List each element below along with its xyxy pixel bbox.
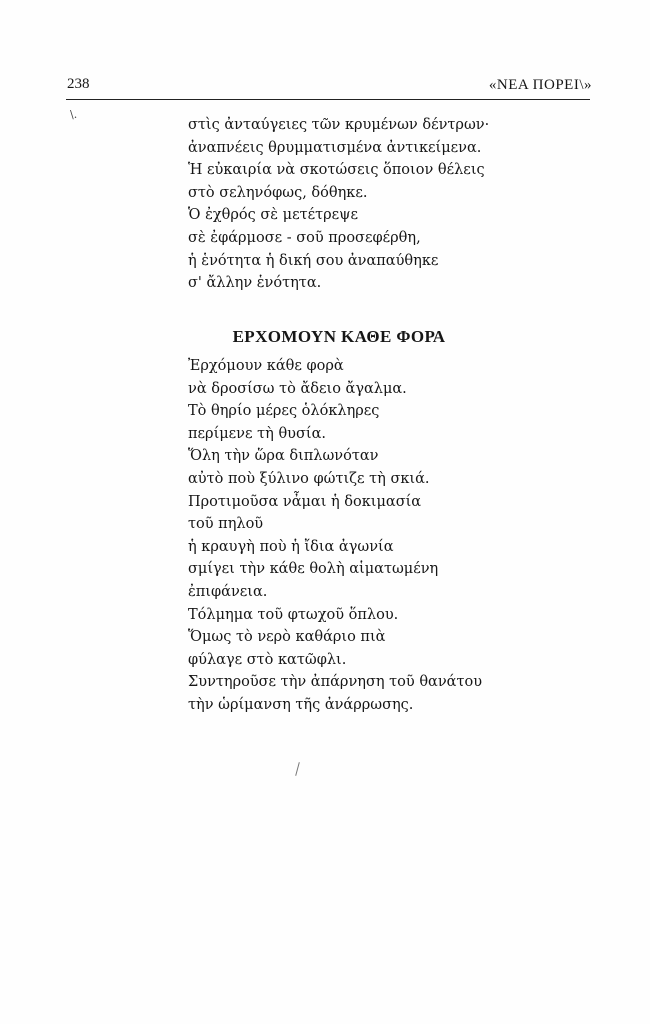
- poem-line: Προτιμοῦσα νἆμαι ἡ δοκιμασία: [188, 493, 422, 510]
- poem-line: ἡ κραυγὴ ποὺ ἡ ἴδια ἀγωνία: [188, 538, 394, 555]
- poem-line: Τόλμημα τοῦ φτωχοῦ ὅπλου.: [188, 606, 399, 623]
- poem-body: [188, 355, 482, 717]
- poem-line: ἐπιφάνεια.: [188, 583, 268, 600]
- poem-line: αὐτὸ ποὺ ξύλινο φώτιζε τὴ σκιά.: [188, 470, 430, 487]
- poem-line: Ὅλη τὴν ὥρα διπλωνόταν: [188, 448, 379, 465]
- poem-line: στὸ σεληνόφως, δόθηκε.: [188, 184, 368, 201]
- poem-line: Συντηροῦσε τὴν ἀπάρνηση τοῦ θανάτου: [188, 674, 483, 691]
- poem-line: τοῦ πηλοῦ: [188, 516, 264, 533]
- poem-line: στὶς ἀνταύγειες τῶν κρυμένων δέντρων·: [188, 117, 490, 133]
- poem-line: Ὁ ἐχθρός σὲ μετέτρεψε: [188, 207, 359, 224]
- poem-line: τὴν ὡρίμανση τῆς ἀνάρρωσης.: [188, 696, 414, 713]
- poem-line: Ἐρχόμουν κάθε φορὰ: [188, 358, 344, 374]
- poem-line: Ἡ εὐκαιρία νὰ σκοτώσεις ὅποιον θέλεις: [188, 162, 485, 179]
- poem-line: φύλαγε στὸ κατῶφλι.: [188, 651, 347, 668]
- poem-line: σμίγει τὴν κάθε θολὴ αἱματωμένη: [188, 561, 439, 578]
- poem-line: νὰ δροσίσω τὸ ἄδειο ἄγαλμα.: [188, 380, 407, 397]
- poem-title: ΕΡΧΟΜΟΥΝ ΚΑΘΕ ΦΟΡΑ: [232, 327, 446, 346]
- stray-pen-mark: [295, 762, 300, 776]
- poem-line: ἡ ἑνότητα ἡ δική σου ἀναπαύθηκε: [188, 252, 439, 269]
- running-head: «ΝΕΑ ΠΟΡΕΙ\»: [488, 77, 592, 93]
- poem-line: σ' ἄλλην ἑνότητα.: [188, 275, 322, 292]
- poem-continuation: [188, 114, 489, 295]
- poem-line: Τὸ θηρίο μέρες ὁλόκληρες: [188, 403, 380, 420]
- poem-line: περίμενε τὴ θυσία.: [188, 425, 326, 442]
- poem-line: Ὅμως τὸ νερὸ καθάριο πιὰ: [188, 629, 386, 646]
- poem-line: σὲ ἐφάρμοσε - σοῦ προσεφέρθη,: [188, 229, 421, 246]
- page-speck: \.: [70, 108, 78, 121]
- poem-line: ἀναπνέεις θρυμματισμένα ἀντικείμενα.: [188, 139, 482, 156]
- header-rule: [66, 99, 590, 100]
- page-number: 238: [67, 76, 90, 92]
